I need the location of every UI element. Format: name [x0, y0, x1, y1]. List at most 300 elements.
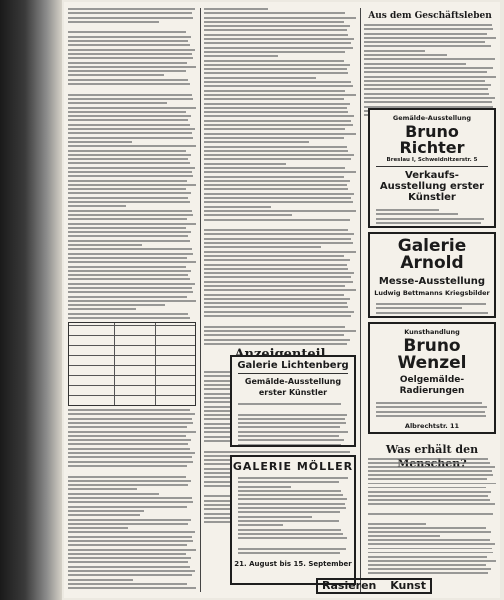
text-line-placeholder — [68, 465, 187, 467]
ad-moeller-date: 21. August bis 15. September — [234, 560, 352, 569]
text-line-placeholder — [204, 276, 351, 278]
ad-wenzel-name: Bruno Wenzel — [397, 336, 467, 373]
text-line-placeholder — [68, 70, 186, 72]
text-line-placeholder — [204, 302, 347, 304]
text-line-placeholder — [204, 238, 351, 240]
text-line-placeholder — [204, 111, 348, 113]
ad-wenzel-fineprint — [370, 400, 494, 419]
text-line-placeholder — [204, 246, 321, 248]
text-line-placeholder — [204, 259, 350, 261]
text-line-placeholder — [204, 90, 345, 92]
text-line-placeholder — [204, 223, 356, 227]
text-line-placeholder — [204, 51, 345, 53]
text-line-placeholder — [68, 137, 193, 139]
text-line-placeholder — [68, 566, 190, 568]
text-line-placeholder — [68, 270, 191, 272]
text-line-placeholder — [68, 549, 196, 551]
ad-richter-fineprint — [370, 207, 494, 228]
text-line-placeholder — [368, 523, 426, 525]
text-line-placeholder — [68, 422, 193, 424]
text-line-placeholder — [238, 439, 344, 441]
text-line-placeholder — [68, 531, 195, 533]
text-line-placeholder — [368, 483, 496, 485]
text-line-placeholder — [68, 8, 195, 10]
text-line-placeholder — [238, 503, 345, 505]
text-line-placeholder — [68, 25, 196, 29]
text-line-placeholder — [368, 458, 488, 460]
text-line-placeholder — [376, 218, 484, 220]
text-line-placeholder — [204, 68, 347, 70]
text-line-placeholder — [204, 210, 356, 212]
text-line-placeholder — [368, 572, 488, 574]
text-line-placeholder — [204, 8, 268, 10]
text-line-placeholder — [368, 527, 486, 529]
text-line-placeholder — [204, 281, 353, 283]
text-line-placeholder — [204, 219, 350, 221]
text-line-placeholder — [376, 222, 481, 224]
text-line-placeholder — [238, 541, 348, 545]
text-line-placeholder — [68, 124, 190, 126]
text-line-placeholder — [68, 145, 196, 147]
ad-wenzel-line2: Radierungen — [399, 386, 465, 396]
text-line-placeholder — [364, 54, 447, 56]
column-1-text-block — [68, 409, 196, 592]
text-line-placeholder — [68, 266, 186, 268]
column-3-heading: Aus dem Geschäftsleben — [368, 11, 492, 21]
text-line-placeholder — [204, 176, 344, 178]
text-line-placeholder — [68, 519, 191, 521]
text-line-placeholder — [376, 226, 482, 228]
text-line-placeholder — [238, 511, 340, 513]
schedule-table — [68, 322, 196, 406]
text-line-placeholder — [68, 210, 192, 212]
text-line-placeholder — [68, 111, 186, 113]
text-line-placeholder — [368, 470, 492, 472]
text-line-placeholder — [68, 278, 190, 280]
text-line-placeholder — [68, 40, 188, 42]
text-line-placeholder — [68, 561, 188, 563]
text-line-placeholder — [368, 568, 491, 570]
text-line-placeholder — [68, 488, 137, 490]
ad-richter-address: Breslau I, Schweidnitzerstr. 5 — [386, 157, 478, 163]
text-line-placeholder — [204, 255, 344, 257]
text-line-placeholder — [368, 507, 496, 511]
ad-bruno-wenzel — [368, 322, 496, 434]
text-line-placeholder — [204, 188, 348, 190]
text-line-placeholder — [68, 579, 133, 581]
text-line-placeholder — [68, 171, 192, 173]
text-line-placeholder — [68, 283, 195, 285]
book-binding — [0, 0, 62, 600]
text-line-placeholder — [68, 66, 196, 68]
text-line-placeholder — [204, 285, 345, 287]
text-line-placeholder — [364, 58, 495, 60]
text-line-placeholder — [68, 227, 186, 229]
text-line-placeholder — [68, 98, 193, 100]
text-line-placeholder — [68, 188, 186, 190]
text-line-placeholder — [68, 557, 191, 559]
text-line-placeholder — [204, 124, 353, 126]
text-line-placeholder — [204, 120, 351, 122]
text-line-placeholder — [376, 411, 485, 413]
text-line-placeholder — [368, 517, 496, 521]
ad-rasieren-right: Kunst — [390, 579, 426, 592]
text-line-placeholder — [204, 289, 356, 291]
text-line-placeholder — [238, 481, 339, 483]
text-line-placeholder — [364, 80, 485, 82]
text-line-placeholder — [68, 205, 126, 207]
text-line-placeholder — [368, 466, 495, 468]
text-line-placeholder — [204, 214, 292, 216]
text-line-placeholder — [204, 251, 356, 253]
text-line-placeholder — [68, 244, 142, 246]
text-line-placeholder — [204, 55, 278, 57]
text-line-placeholder — [238, 498, 347, 500]
text-line-placeholder — [68, 426, 187, 428]
ad-lichtenberg-name: Galerie Lichtenberg — [237, 360, 349, 371]
text-line-placeholder — [376, 303, 486, 305]
text-line-placeholder — [364, 88, 488, 90]
column-rule — [360, 8, 361, 592]
text-line-placeholder — [68, 223, 196, 225]
text-line-placeholder — [368, 503, 495, 505]
text-line-placeholder — [238, 486, 291, 488]
text-line-placeholder — [68, 540, 193, 542]
text-line-placeholder — [204, 137, 344, 139]
text-line-placeholder — [204, 294, 344, 296]
text-line-placeholder — [376, 402, 482, 404]
text-line-placeholder — [68, 304, 165, 306]
text-line-placeholder — [204, 47, 353, 49]
text-line-placeholder — [204, 17, 356, 19]
text-line-placeholder — [68, 553, 186, 555]
text-line-placeholder — [368, 539, 490, 541]
text-line-placeholder — [68, 74, 164, 76]
ad-rasieren — [316, 578, 432, 594]
text-line-placeholder — [238, 516, 312, 518]
text-line-placeholder — [68, 476, 186, 478]
text-line-placeholder — [204, 81, 351, 83]
text-line-placeholder — [68, 162, 190, 164]
text-line-placeholder — [68, 501, 193, 503]
text-line-placeholder — [238, 552, 340, 554]
text-line-placeholder — [368, 487, 486, 489]
text-line-placeholder — [368, 531, 491, 533]
text-line-placeholder — [68, 456, 192, 458]
ad-arnold-line2: Ludwig Bettmanns Kriegsbilder — [374, 289, 490, 297]
text-line-placeholder — [68, 510, 144, 512]
text-line-placeholder — [364, 76, 496, 78]
text-line-placeholder — [204, 42, 351, 44]
text-line-placeholder — [204, 167, 345, 169]
text-line-placeholder — [68, 523, 188, 525]
text-line-placeholder — [68, 480, 191, 482]
text-line-placeholder — [204, 330, 356, 332]
text-line-placeholder — [238, 533, 343, 535]
text-line-placeholder — [68, 150, 186, 152]
text-line-placeholder — [204, 326, 345, 328]
text-line-placeholder — [364, 37, 496, 39]
text-line-placeholder — [376, 312, 488, 314]
text-line-placeholder — [204, 146, 347, 148]
text-line-placeholder — [238, 414, 347, 416]
text-line-placeholder — [238, 403, 341, 405]
text-line-placeholder — [204, 343, 347, 345]
text-line-placeholder — [68, 115, 191, 117]
text-line-placeholder — [368, 513, 493, 515]
text-line-placeholder — [68, 53, 192, 55]
text-line-placeholder — [364, 84, 491, 86]
text-line-placeholder — [68, 544, 187, 546]
text-line-placeholder — [204, 115, 354, 117]
text-line-placeholder — [68, 132, 192, 134]
text-line-placeholder — [238, 520, 339, 522]
text-line-placeholder — [68, 102, 167, 104]
text-line-placeholder — [364, 67, 493, 69]
text-line-placeholder — [204, 272, 354, 274]
text-line-placeholder — [68, 235, 188, 237]
text-line-placeholder — [68, 62, 187, 64]
text-line-placeholder — [68, 240, 190, 242]
text-line-placeholder — [68, 536, 192, 538]
text-line-placeholder — [376, 316, 479, 318]
text-line-placeholder — [68, 87, 196, 91]
text-line-placeholder — [68, 175, 193, 177]
ad-wenzel-line1: Oelgemälde- — [399, 375, 465, 385]
text-line-placeholder — [204, 107, 347, 109]
text-line-placeholder — [204, 197, 351, 199]
text-line-placeholder — [204, 451, 350, 453]
text-line-placeholder — [364, 97, 495, 99]
text-line-placeholder — [368, 543, 495, 545]
text-line-placeholder — [68, 257, 187, 259]
text-line-placeholder — [68, 119, 188, 121]
text-line-placeholder — [238, 435, 339, 437]
text-line-placeholder — [238, 494, 343, 496]
text-line-placeholder — [68, 57, 193, 59]
text-line-placeholder — [204, 180, 350, 182]
text-line-placeholder — [68, 128, 195, 130]
text-line-placeholder — [204, 311, 354, 313]
ad-rasieren-left: Rasieren — [322, 579, 377, 592]
text-line-placeholder — [204, 154, 354, 156]
text-line-placeholder — [204, 64, 350, 66]
text-line-placeholder — [204, 141, 309, 143]
ad-richter-top: Gemälde-Ausstellung — [392, 114, 472, 122]
text-line-placeholder — [68, 17, 193, 19]
text-line-placeholder — [68, 443, 188, 445]
ad-galerie-arnold — [368, 232, 496, 318]
text-line-placeholder — [376, 209, 439, 211]
text-line-placeholder — [68, 167, 195, 169]
text-line-placeholder — [238, 444, 341, 446]
text-line-placeholder — [368, 462, 490, 464]
text-line-placeholder — [68, 201, 190, 203]
text-line-placeholder — [204, 171, 356, 173]
text-line-placeholder — [204, 133, 356, 135]
text-line-placeholder — [68, 308, 136, 310]
text-line-placeholder — [204, 98, 344, 100]
text-line-placeholder — [204, 339, 350, 341]
text-line-placeholder — [368, 548, 492, 550]
text-line-placeholder — [204, 264, 347, 266]
text-line-placeholder — [376, 415, 486, 417]
text-line-placeholder — [204, 233, 354, 235]
was-erhaelt-text — [368, 458, 496, 574]
text-line-placeholder — [68, 587, 196, 589]
text-line-placeholder — [68, 184, 196, 186]
text-line-placeholder — [204, 334, 344, 336]
ad-galerie-lichtenberg — [230, 355, 356, 447]
text-line-placeholder — [204, 85, 353, 87]
text-line-placeholder — [204, 193, 354, 195]
text-line-placeholder — [204, 103, 350, 105]
text-line-placeholder — [204, 60, 344, 62]
text-line-placeholder — [68, 296, 187, 298]
text-line-placeholder — [204, 12, 345, 14]
text-line-placeholder — [238, 490, 341, 492]
text-line-placeholder — [204, 34, 348, 36]
column-1-text-block — [68, 8, 196, 319]
text-line-placeholder — [204, 242, 353, 244]
text-line-placeholder — [204, 319, 356, 323]
text-line-placeholder — [204, 94, 356, 96]
text-line-placeholder — [238, 431, 348, 433]
text-line-placeholder — [204, 25, 350, 27]
ad-galerie-moeller — [230, 455, 356, 585]
text-line-placeholder — [68, 431, 196, 433]
ad-arnold-line1: Messe-Ausstellung — [378, 276, 486, 287]
text-line-placeholder — [204, 268, 348, 270]
text-line-placeholder — [368, 495, 488, 497]
was-erhaelt-heading: Was erhält den — [385, 443, 479, 456]
text-line-placeholder — [376, 406, 487, 408]
text-line-placeholder — [204, 229, 348, 231]
ad-richter-big: Verkaufs-Ausstellung erster Künstler — [379, 170, 485, 203]
text-line-placeholder — [68, 274, 188, 276]
text-line-placeholder — [68, 461, 193, 463]
text-line-placeholder — [68, 413, 195, 415]
text-line-placeholder — [364, 93, 489, 95]
column-rule — [200, 8, 201, 592]
text-line-placeholder — [68, 317, 190, 319]
ad-lichtenberg-line1: Gemälde-Ausstellung erster Künstler — [244, 377, 342, 397]
ad-richter-name: Bruno Richter — [399, 122, 465, 157]
text-line-placeholder — [368, 552, 493, 554]
text-line-placeholder — [238, 426, 340, 428]
text-line-placeholder — [204, 315, 351, 317]
text-line-placeholder — [368, 491, 491, 493]
text-line-placeholder — [68, 107, 196, 109]
text-line-placeholder — [68, 218, 187, 220]
text-line-placeholder — [204, 158, 351, 160]
text-line-placeholder — [68, 94, 192, 96]
ad-moeller-name: GALERIE MÖLLER — [232, 460, 354, 473]
ad-moeller-fineprint — [232, 475, 354, 556]
text-line-placeholder — [238, 507, 346, 509]
text-line-placeholder — [238, 422, 346, 424]
text-line-placeholder — [238, 529, 341, 531]
text-line-placeholder — [68, 574, 192, 576]
text-line-placeholder — [68, 497, 192, 499]
text-line-placeholder — [68, 484, 188, 486]
text-line-placeholder — [364, 33, 487, 35]
text-line-placeholder — [204, 38, 354, 40]
text-line-placeholder — [68, 12, 192, 14]
text-line-placeholder — [68, 527, 128, 529]
text-line-placeholder — [204, 201, 353, 203]
column-2-text-block — [204, 8, 356, 345]
text-line-placeholder — [368, 560, 496, 562]
text-line-placeholder — [364, 28, 493, 30]
text-line-placeholder — [368, 556, 487, 558]
text-line-placeholder — [68, 261, 196, 263]
text-line-placeholder — [68, 192, 191, 194]
text-line-placeholder — [68, 409, 190, 411]
text-line-placeholder — [368, 535, 440, 537]
text-line-placeholder — [204, 29, 347, 31]
text-line-placeholder — [238, 537, 347, 539]
text-line-placeholder — [68, 253, 193, 255]
text-line-placeholder — [68, 287, 192, 289]
text-line-placeholder — [368, 499, 490, 501]
ad-arnold-fineprint — [370, 301, 494, 318]
text-line-placeholder — [68, 141, 132, 143]
text-line-placeholder — [204, 163, 286, 165]
text-line-placeholder — [238, 407, 348, 411]
text-line-placeholder — [68, 506, 187, 508]
text-line-placeholder — [368, 478, 487, 480]
text-line-placeholder — [68, 83, 190, 85]
text-line-placeholder — [364, 50, 425, 52]
text-line-placeholder — [204, 306, 348, 308]
text-line-placeholder — [204, 21, 344, 23]
text-line-placeholder — [68, 418, 192, 420]
text-line-placeholder — [68, 439, 191, 441]
text-line-placeholder — [204, 298, 350, 300]
text-line-placeholder — [68, 214, 193, 216]
text-line-placeholder — [68, 49, 195, 51]
text-line-placeholder — [68, 21, 159, 23]
text-line-placeholder — [238, 418, 345, 420]
column-3-text-block — [364, 24, 496, 116]
ad-wenzel-top: Kunsthandlung — [404, 328, 460, 336]
text-line-placeholder — [68, 435, 186, 437]
text-line-placeholder — [68, 452, 195, 454]
text-line-placeholder — [204, 150, 348, 152]
text-line-placeholder — [364, 41, 485, 43]
text-line-placeholder — [364, 63, 466, 65]
text-line-placeholder — [204, 77, 316, 79]
text-line-placeholder — [364, 101, 492, 103]
text-line-placeholder — [238, 524, 283, 526]
ad-lichtenberg-fineprint — [232, 401, 354, 447]
ad-wenzel-street: Albrechtstr. 11 — [404, 421, 460, 430]
text-line-placeholder — [204, 128, 345, 130]
text-line-placeholder — [68, 79, 188, 81]
text-line-placeholder — [238, 477, 348, 479]
text-line-placeholder — [68, 44, 190, 46]
text-line-placeholder — [204, 72, 348, 74]
text-line-placeholder — [204, 184, 347, 186]
text-line-placeholder — [68, 248, 192, 250]
text-line-placeholder — [68, 469, 196, 473]
text-line-placeholder — [376, 213, 458, 215]
text-line-placeholder — [68, 36, 191, 38]
text-line-placeholder — [68, 448, 190, 450]
text-line-placeholder — [68, 154, 191, 156]
text-line-placeholder — [68, 291, 193, 293]
